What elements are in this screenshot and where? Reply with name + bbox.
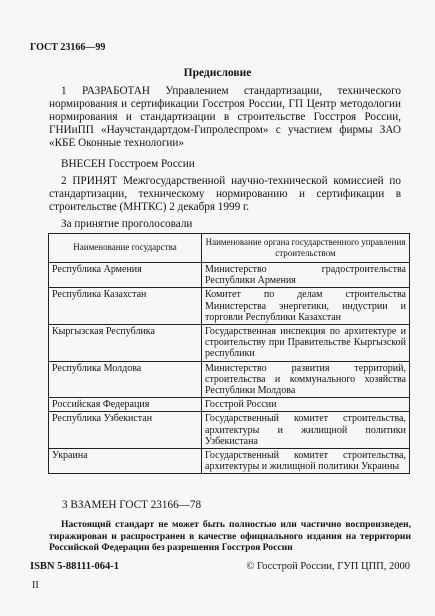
document-header: ГОСТ 23166—99 [30, 42, 106, 53]
table-row [49, 449, 410, 474]
paragraph-adopted: 2 ПРИНЯТ Межгосударственной научно-технической комиссией по стандартизации, техническому нормированию и сертификации в строительстве (МНТКС) 2 декабря 1999 г. [49, 175, 401, 213]
table-cell-state: Украина [49, 449, 202, 474]
table-cell-state: Кыргызская Республика [49, 325, 202, 362]
table-header-row [49, 234, 410, 263]
paragraph-voted: За принятие проголосовали [61, 218, 193, 230]
table-cell-state: Республика Молдова [49, 361, 202, 398]
table-cell-authority: Министерство развития территорий, строительства и коммунального хозяйства Республики Молдова [202, 361, 410, 398]
paragraph-replaced: 3 ВЗАМЕН ГОСТ 23166—78 [62, 499, 202, 511]
paragraph-developed: 1 РАЗРАБОТАН Управлением стандартизации, технического нормирования и сертификации Госстроя России, ГП Центр методологии нормирования и стандартизации в строительстве Госстроя России, ГНИиПП «Научстандартдом-Гипролеспром» с участием фирмы ЗАО «КБЕ Оконные технологии» [49, 85, 401, 149]
table-cell-authority: Министерство градостроительства Республики Армения [202, 263, 410, 288]
table-row [49, 325, 410, 362]
page-title: Предисловие [183, 67, 252, 79]
table-cell-authority: Государственный комитет строительства, архитектуры и жилищной политики Узбекистана [202, 412, 410, 449]
paragraph-introduced: ВНЕСЕН Госстроем России [61, 158, 195, 170]
table-cell-state: Республика Узбекистан [49, 412, 202, 449]
column-header-authority: Наименование органа государственного управления строительством [202, 234, 410, 263]
isbn: ISBN 5-88111-064-1 [30, 561, 119, 572]
table-row [49, 398, 410, 412]
table-cell-authority: Государственная инспекция по архитектуре и строительству при Правительстве Кыргызской республики [202, 325, 410, 362]
table-cell-authority: Государственный комитет строительства, архитектуры и жилищной политики Украины [202, 449, 410, 474]
column-header-state: Наименование государства [49, 234, 202, 263]
table-cell-authority: Госстрой России [202, 398, 410, 412]
table-cell-state: Республика Казахстан [49, 288, 202, 325]
table-cell-authority: Комитет по делам строительства Министерства энергетики, индустрии и торговли Республики Казахстан [202, 288, 410, 325]
table-row [49, 361, 410, 398]
table-row [49, 412, 410, 449]
voting-table [48, 233, 410, 474]
copyright-notice: Настоящий стандарт не может быть полностью или частично воспроизведен, тиражирован и распространен в качестве официального издания на территории Российской Федерации без разрешения Госстроя России [49, 519, 411, 553]
table-cell-state: Российская Федерация [49, 398, 202, 412]
page-number: II [32, 580, 39, 591]
table-row [49, 288, 410, 325]
table-cell-state: Республика Армения [49, 263, 202, 288]
copyright-line: © Госстрой России, ГУП ЦПП, 2000 [246, 561, 410, 572]
table-row [49, 263, 410, 288]
